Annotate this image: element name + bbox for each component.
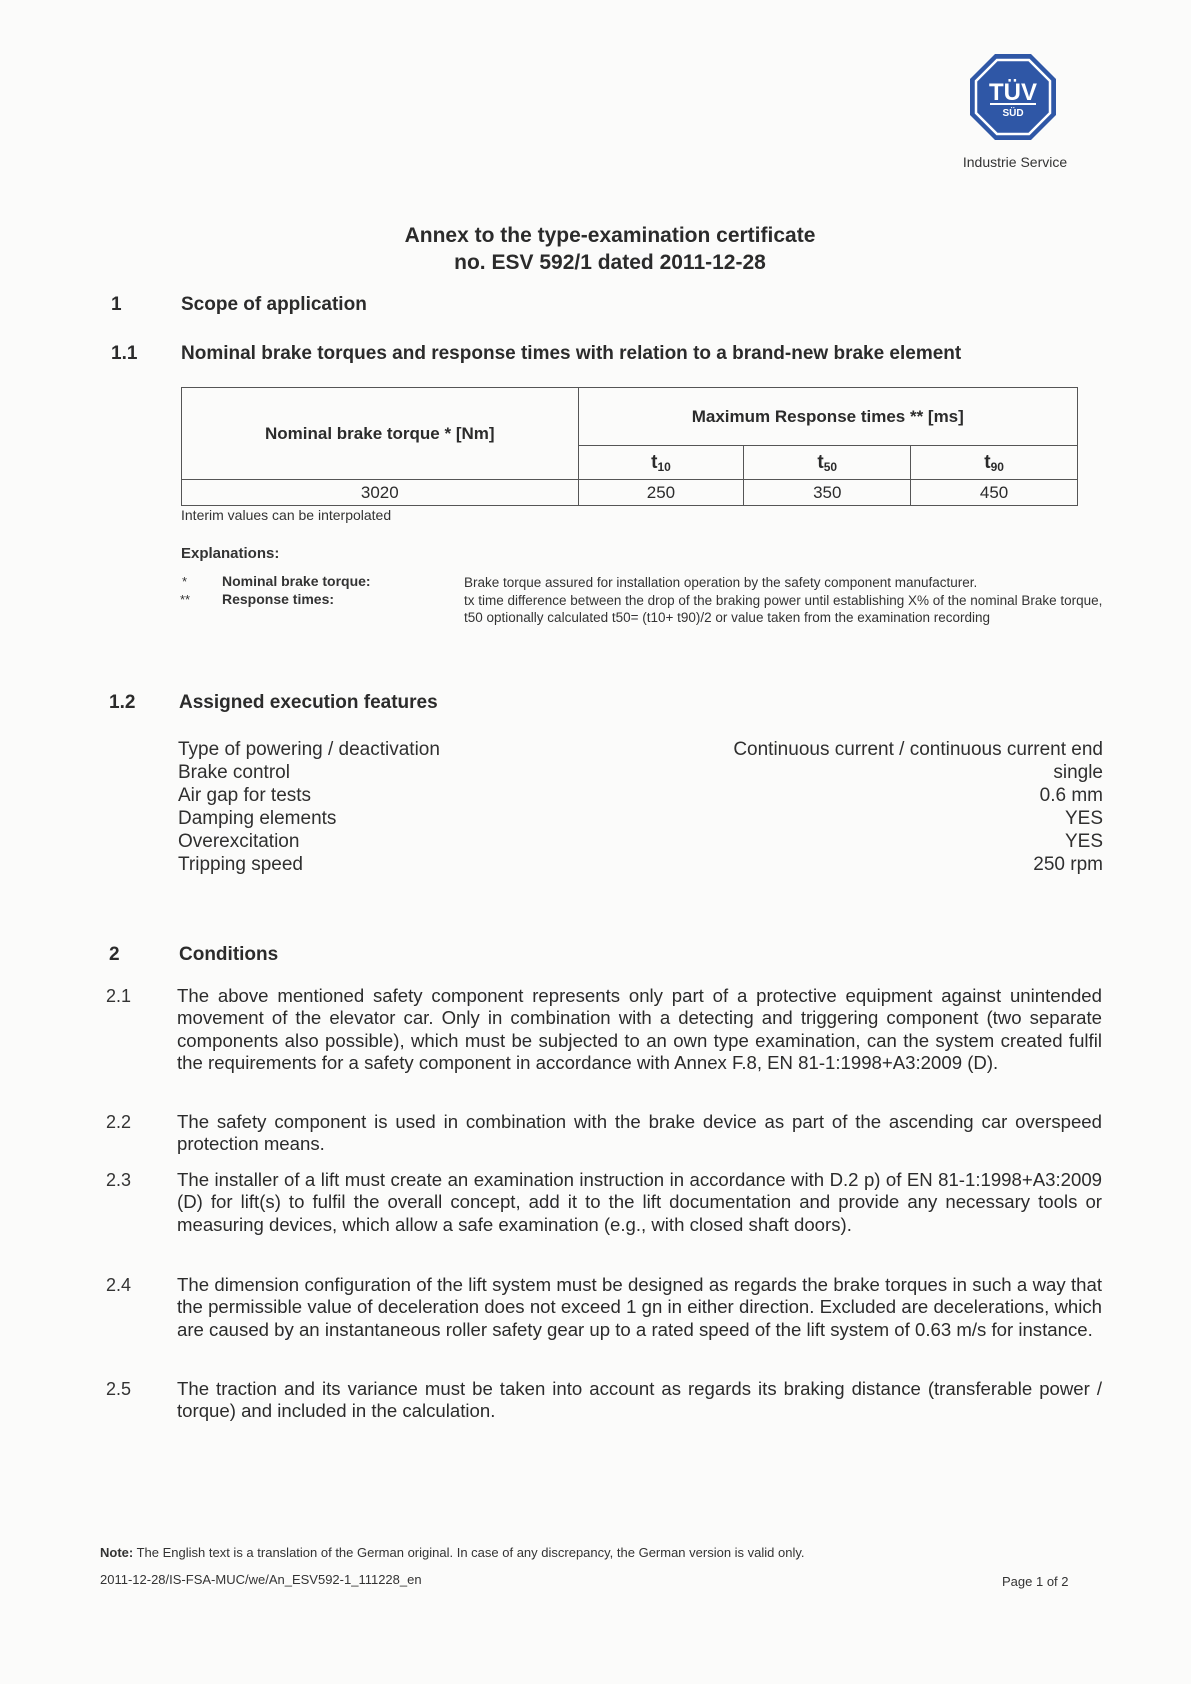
condition-text: The above mentioned safety component represents only part of a protective equipment against unintended movement of the elevator car. Only in combination with a detecting and triggering component (two separate components also possible), which must be subjected to an own type examination, can the system created fulfil the requirements for a safety component in accordance with Annex F.8, EN 81-1:1998+A3:2009 (D). (177, 985, 1102, 1073)
condition-text: The traction and its variance must be taken into account as regards its braking distance (transferable power / torque) and included in the calculation. (177, 1378, 1102, 1422)
explanations-heading: Explanations: (181, 545, 280, 562)
feature-value: 250 rpm (1033, 854, 1103, 875)
feature-value: 0.6 mm (1039, 785, 1103, 806)
feature-label: Air gap for tests (178, 785, 312, 806)
section-1-2-number: 1.2 (109, 692, 136, 713)
torque-value: 3020 (182, 480, 579, 506)
feature-label: Tripping speed (178, 854, 303, 875)
list-item (178, 853, 1103, 876)
svg-text:SÜD: SÜD (1002, 108, 1024, 119)
condition-text: The dimension configuration of the lift system must be designed as regards the brake torques in such a way that the permissible value of deceleration does not exceed 1 gn in either direction. Excluded are decelerations, which are caused by an instantaneous roller safety gear up to a rated speed of the lift system of 0.63 m/s for instance. (177, 1274, 1102, 1340)
translation-note (100, 1545, 805, 1560)
document-title (300, 222, 920, 276)
torque-header: Nominal brake torque * [Nm] (182, 388, 579, 480)
note-text: The English text is a translation of the German original. In case of any discrepancy, the German version is valid only. (136, 1545, 805, 1560)
section-2-number: 2 (109, 944, 120, 965)
section-1-2-title: Assigned execution features (179, 692, 438, 713)
explanation-mark-1: * (182, 574, 188, 589)
list-item (178, 807, 1103, 830)
condition-number: 2.2 (106, 1112, 132, 1132)
svg-text:TÜV: TÜV (989, 79, 1037, 106)
section-1-number: 1 (111, 294, 122, 315)
explanation-label-2: Response times: (222, 591, 335, 607)
page-number: Page 1 of 2 (1002, 1574, 1069, 1589)
condition-number: 2.5 (106, 1379, 132, 1399)
section-1-title: Scope of application (181, 294, 367, 315)
brake-torque-table (181, 387, 1078, 506)
feature-value: single (1053, 762, 1103, 783)
explanation-mark-2: ** (180, 592, 191, 607)
logo-caption: Industrie Service (962, 154, 1068, 170)
t90-value: 450 (911, 480, 1078, 506)
section-1-1-title: Nominal brake torques and response times with relation to a brand-new brake element (181, 343, 962, 364)
condition-text: The safety component is used in combination with the brake device as part of the ascending car overspeed protection means. (177, 1111, 1102, 1155)
section-2-title: Conditions (179, 944, 279, 965)
explanation-text-1: Brake torque assured for installation operation by the safety component manufacturer. (464, 575, 978, 590)
interim-note: Interim values can be interpolated (181, 507, 392, 523)
t50-value: 350 (744, 480, 911, 506)
condition-number: 2.1 (106, 986, 132, 1006)
table-row (182, 480, 1078, 506)
note-label: Note: (100, 1545, 134, 1560)
explanation-label-1: Nominal brake torque: (222, 573, 371, 589)
feature-value: YES (1064, 808, 1103, 829)
feature-value: YES (1064, 831, 1103, 852)
list-item (178, 761, 1103, 784)
response-times-header: Maximum Response times ** [ms] (578, 388, 1077, 446)
condition-number: 2.4 (106, 1275, 132, 1295)
t90-header: $t_{90}$ (911, 446, 1078, 480)
feature-label: Overexcitation (178, 831, 300, 852)
condition-number: 2.3 (106, 1170, 132, 1190)
t10-header: $t_{10}$ (578, 446, 744, 480)
feature-value: Continuous current / continuous current end (733, 739, 1103, 760)
list-item (178, 784, 1103, 807)
execution-features-list (178, 738, 1103, 876)
section-1-1-number: 1.1 (111, 343, 138, 364)
t10-value: 250 (578, 480, 744, 506)
list-item (178, 738, 1103, 761)
title-line-1: Annex to the type-examination certificate (404, 224, 816, 247)
document-reference: 2011-12-28/IS-FSA-MUC/we/An_ESV592-1_111228_en (100, 1572, 422, 1587)
t50-header: $t_{50}$ (744, 446, 911, 480)
feature-label: Damping elements (178, 808, 337, 829)
feature-label: Type of powering / deactivation (178, 739, 440, 760)
tuv-sud-logo (968, 52, 1058, 142)
condition-text: The installer of a lift must create an examination instruction in accordance with D.2 p) of EN 81-1:1998+A3:2009 (D) for lift(s) to fulfil the overall concept, add it to the lift documentation and provide any necessary tools or measuring devices, which allow a safe examination (e.g., with closed shaft doors). (177, 1169, 1102, 1235)
feature-label: Brake control (178, 762, 290, 783)
title-line-2: no. ESV 592/1 dated 2011-12-28 (454, 251, 766, 274)
explanation-text-2: tx time difference between the drop of the braking power until establishing X% of the nominal Brake torque, t50 optionally calculated t50= (t10+ t90)/2 or value taken from the examination recording (464, 593, 1103, 625)
list-item (178, 830, 1103, 853)
